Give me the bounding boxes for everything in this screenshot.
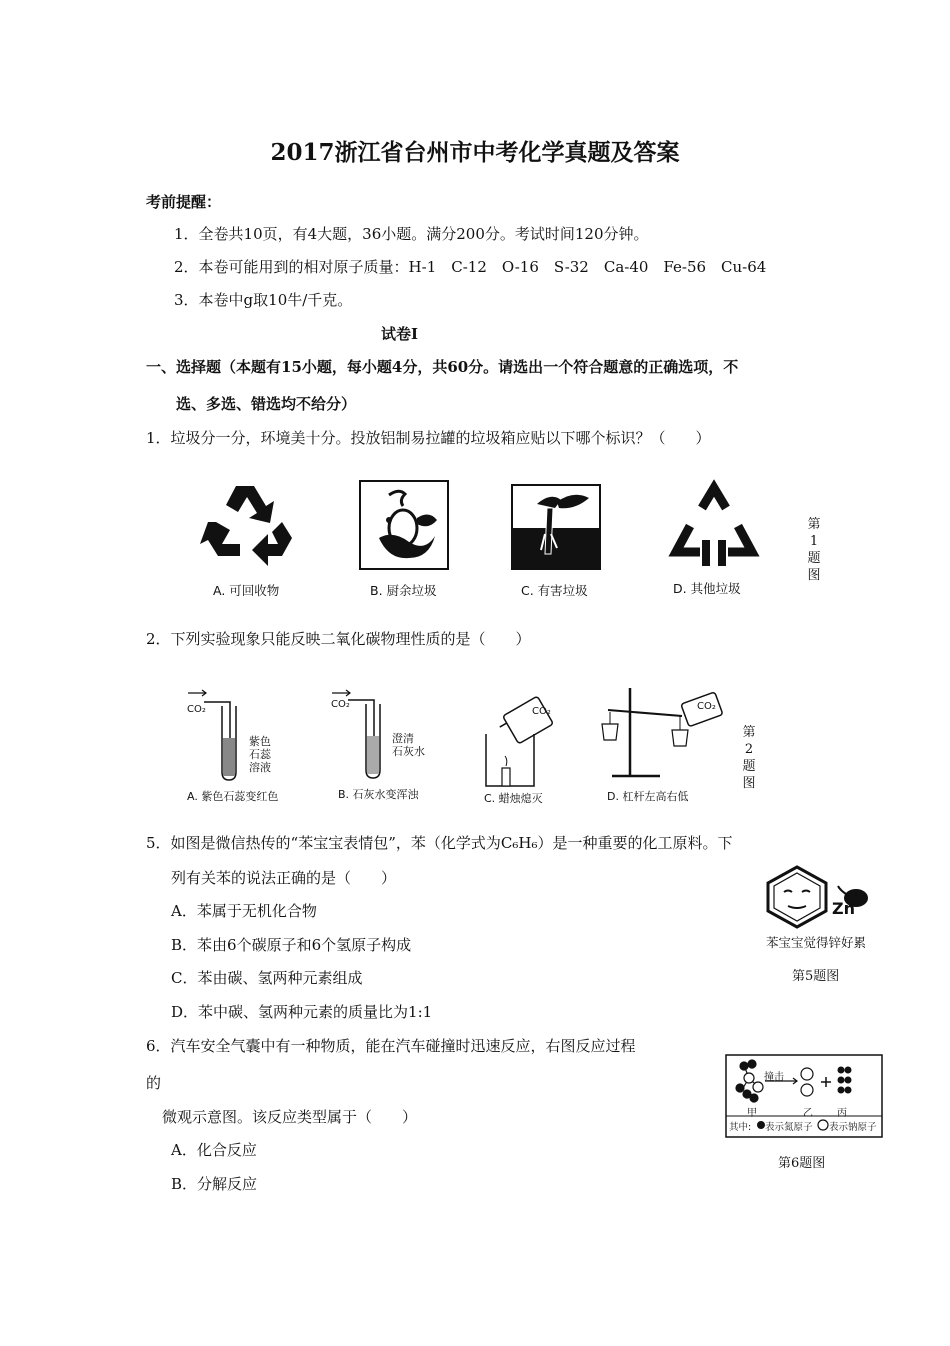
- image-caption: 苯宝宝觉得锌好累: [766, 935, 867, 950]
- benzene-emoji: [762, 864, 832, 930]
- option-label: C. 有害垃圾: [521, 583, 588, 598]
- species-label: 丙: [837, 1108, 847, 1119]
- question-5-cont: 列有关苯的说法正确的是（ ）: [171, 869, 397, 887]
- question-6: 6．汽车安全气囊中有一种物质，能在汽车碰撞时迅速反应，右图反应过程: [146, 1037, 636, 1055]
- lever-setup: [600, 684, 730, 784]
- co2-label: CO₂: [187, 704, 206, 715]
- reminder-item: 2．本卷可能用到的相对原子质量：H-1 C-12 O-16 S-32 Ca-40 Fe-56 Cu-64: [174, 258, 767, 276]
- figure-label: 第6题图: [778, 1156, 826, 1171]
- co2-label: CO₂: [697, 701, 716, 712]
- legend-sodium: 表示钠原子: [829, 1122, 877, 1133]
- option-text: A．苯属于无机化合物: [171, 902, 317, 920]
- kitchen-waste-sign: [359, 480, 449, 570]
- option-text: B．分解反应: [171, 1175, 258, 1193]
- figure-label: 第5题图: [792, 969, 840, 984]
- co2-label: CO₂: [331, 699, 350, 710]
- question-5: 5．如图是微信热传的“苯宝宝表情包”，苯（化学式为C₆H₆）是一种重要的化工原料。下: [146, 834, 733, 852]
- candle-beaker: [478, 690, 568, 790]
- option-text: B．苯由6个碳原子和6个氢原子构成: [171, 936, 412, 954]
- figure-label: 第1题图: [807, 517, 821, 583]
- option-text: D．苯中碳、氢两种元素的质量比为1:1: [171, 1003, 433, 1021]
- tube-label: 澄清 石灰水: [392, 732, 425, 758]
- page-title: 2017浙江省台州市中考化学真题及答案: [270, 139, 680, 166]
- recycle-sign: [196, 478, 306, 573]
- other-waste-sign: [666, 478, 762, 574]
- legend-nitrogen: 表示氮原子: [765, 1122, 813, 1133]
- option-label: B. 厨余垃圾: [370, 583, 437, 598]
- co2-label: CO₂: [532, 706, 551, 717]
- option-text: C．苯由碳、氢两种元素组成: [171, 969, 363, 987]
- section-heading: 一、选择题（本题有15小题，每小题4分，共60分。请选出一个符合题意的正确选项，不: [146, 358, 739, 376]
- hazardous-waste-sign: [511, 484, 601, 570]
- question-1: 1．垃圾分一分，环境美十分。投放铝制易拉罐的垃圾箱应贴以下哪个标识？（ ）: [146, 429, 711, 447]
- paper-label: 试卷Ⅰ: [381, 325, 419, 343]
- option-label: C. 蜡烛熄灭: [484, 792, 543, 805]
- tube-label: 紫色 石蕊 溶液: [249, 735, 271, 774]
- reminder-item: 1．全卷共10页，有4大题，36小题。满分200分。考试时间120分钟。: [174, 225, 649, 243]
- option-label: D. 其他垃圾: [673, 581, 741, 596]
- option-label: A. 紫色石蕊变红色: [187, 790, 279, 803]
- species-label: 甲: [747, 1108, 757, 1119]
- reminder-heading: 考前提醒：: [146, 193, 222, 211]
- option-label: D. 杠杆左高右低: [607, 790, 689, 803]
- question-2: 2．下列实验现象只能反映二氧化碳物理性质的是（ ）: [146, 630, 531, 648]
- arrow-label: 撞击: [764, 1072, 784, 1083]
- reminder-item: 3．本卷中g取10牛/千克。: [174, 291, 353, 309]
- option-label: B. 石灰水变浑浊: [338, 788, 419, 801]
- option-label: A. 可回收物: [213, 583, 280, 598]
- section-heading-cont: 选、多选、错选均不给分）: [176, 395, 357, 413]
- legend-prefix: 其中:: [729, 1122, 752, 1133]
- option-text: A．化合反应: [171, 1141, 257, 1159]
- zn-label: Zn: [832, 899, 855, 918]
- species-label: 乙: [803, 1108, 813, 1119]
- question-6-cont: 的: [146, 1074, 162, 1092]
- figure-label: 第2题图: [742, 725, 756, 791]
- question-6-cont: 微观示意图。该反应类型属于（ ）: [162, 1108, 418, 1126]
